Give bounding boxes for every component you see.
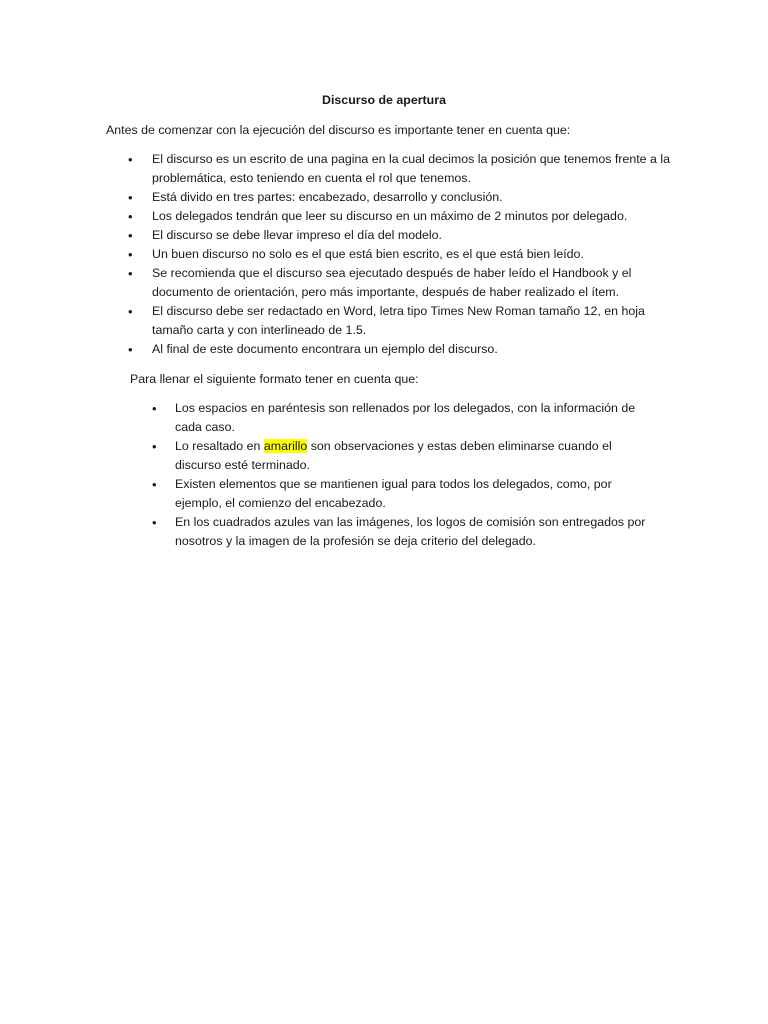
bullet-icon: • bbox=[152, 401, 157, 416]
bullet-icon: • bbox=[128, 228, 133, 243]
intro-paragraph: Antes de comenzar con la ejecución del discurso es importante tener en cuenta que: bbox=[106, 123, 571, 137]
list-item-text: Un buen discurso no solo es el que está bien escrito, es el que está bien leído. bbox=[152, 247, 584, 261]
bullet-icon: • bbox=[128, 152, 133, 167]
list-item-text: Los delegados tendrán que leer su discurso en un máximo de 2 minutos por delegado. bbox=[152, 209, 628, 223]
list-item-text-before: Lo resaltado en bbox=[175, 439, 264, 453]
bullet-icon: • bbox=[128, 266, 133, 281]
format-intro-paragraph: Para llenar el siguiente formato tener en cuenta que: bbox=[130, 372, 419, 386]
list-item bbox=[0, 207, 672, 226]
list-item bbox=[0, 226, 672, 245]
list-item-text: Los espacios en paréntesis son rellenados por los delegados, con la información de cada caso. bbox=[175, 401, 636, 434]
highlighted-word: amarillo bbox=[263, 439, 308, 453]
list-item-text: El discurso debe ser redactado en Word, letra tipo Times New Roman tamaño 12, en hoja tamaño carta y con interlineado de 1.5. bbox=[152, 304, 645, 337]
list-item-text: El discurso es un escrito de una pagina en la cual decimos la posición que tenemos frente a la problemática, esto teniendo en cuenta el rol que tenemos. bbox=[152, 152, 670, 185]
list-item-text-after: son observaciones y estas deben eliminarse cuando el discurso esté terminado. bbox=[175, 439, 612, 472]
list-item bbox=[0, 340, 672, 359]
list-item bbox=[0, 475, 650, 513]
list-item-text: Está divido en tres partes: encabezado, desarrollo y conclusión. bbox=[152, 190, 503, 204]
list-item-text: Se recomienda que el discurso sea ejecutado después de haber leído el Handbook y el documento de orientación, pero más importante, después de haber realizado el ítem. bbox=[152, 266, 632, 299]
bullet-icon: • bbox=[152, 477, 157, 492]
bullet-icon: • bbox=[128, 342, 133, 357]
guidelines-list bbox=[0, 150, 672, 359]
list-item bbox=[0, 264, 672, 302]
list-item bbox=[0, 513, 650, 551]
list-item-text: Al final de este documento encontrara un ejemplo del discurso. bbox=[152, 342, 498, 356]
document-title: Discurso de apertura bbox=[322, 93, 446, 107]
list-item-text: Existen elementos que se mantienen igual para todos los delegados, como, por ejemplo, el comienzo del encabezado. bbox=[175, 477, 612, 510]
list-item bbox=[0, 399, 650, 437]
bullet-icon: • bbox=[128, 304, 133, 319]
list-item bbox=[0, 188, 672, 207]
list-item bbox=[0, 437, 650, 475]
list-item bbox=[0, 150, 672, 188]
list-item-text: En los cuadrados azules van las imágenes, los logos de comisión son entregados por nosotros y la imagen de la profesión se deja criterio del delegado. bbox=[175, 515, 646, 548]
bullet-icon: • bbox=[152, 515, 157, 530]
list-item-text: El discurso se debe llevar impreso el día del modelo. bbox=[152, 228, 442, 242]
format-notes-list bbox=[0, 399, 650, 551]
bullet-icon: • bbox=[128, 190, 133, 205]
bullet-icon: • bbox=[128, 209, 133, 224]
bullet-icon: • bbox=[152, 439, 157, 454]
bullet-icon: • bbox=[128, 247, 133, 262]
list-item bbox=[0, 245, 672, 264]
list-item bbox=[0, 302, 672, 340]
